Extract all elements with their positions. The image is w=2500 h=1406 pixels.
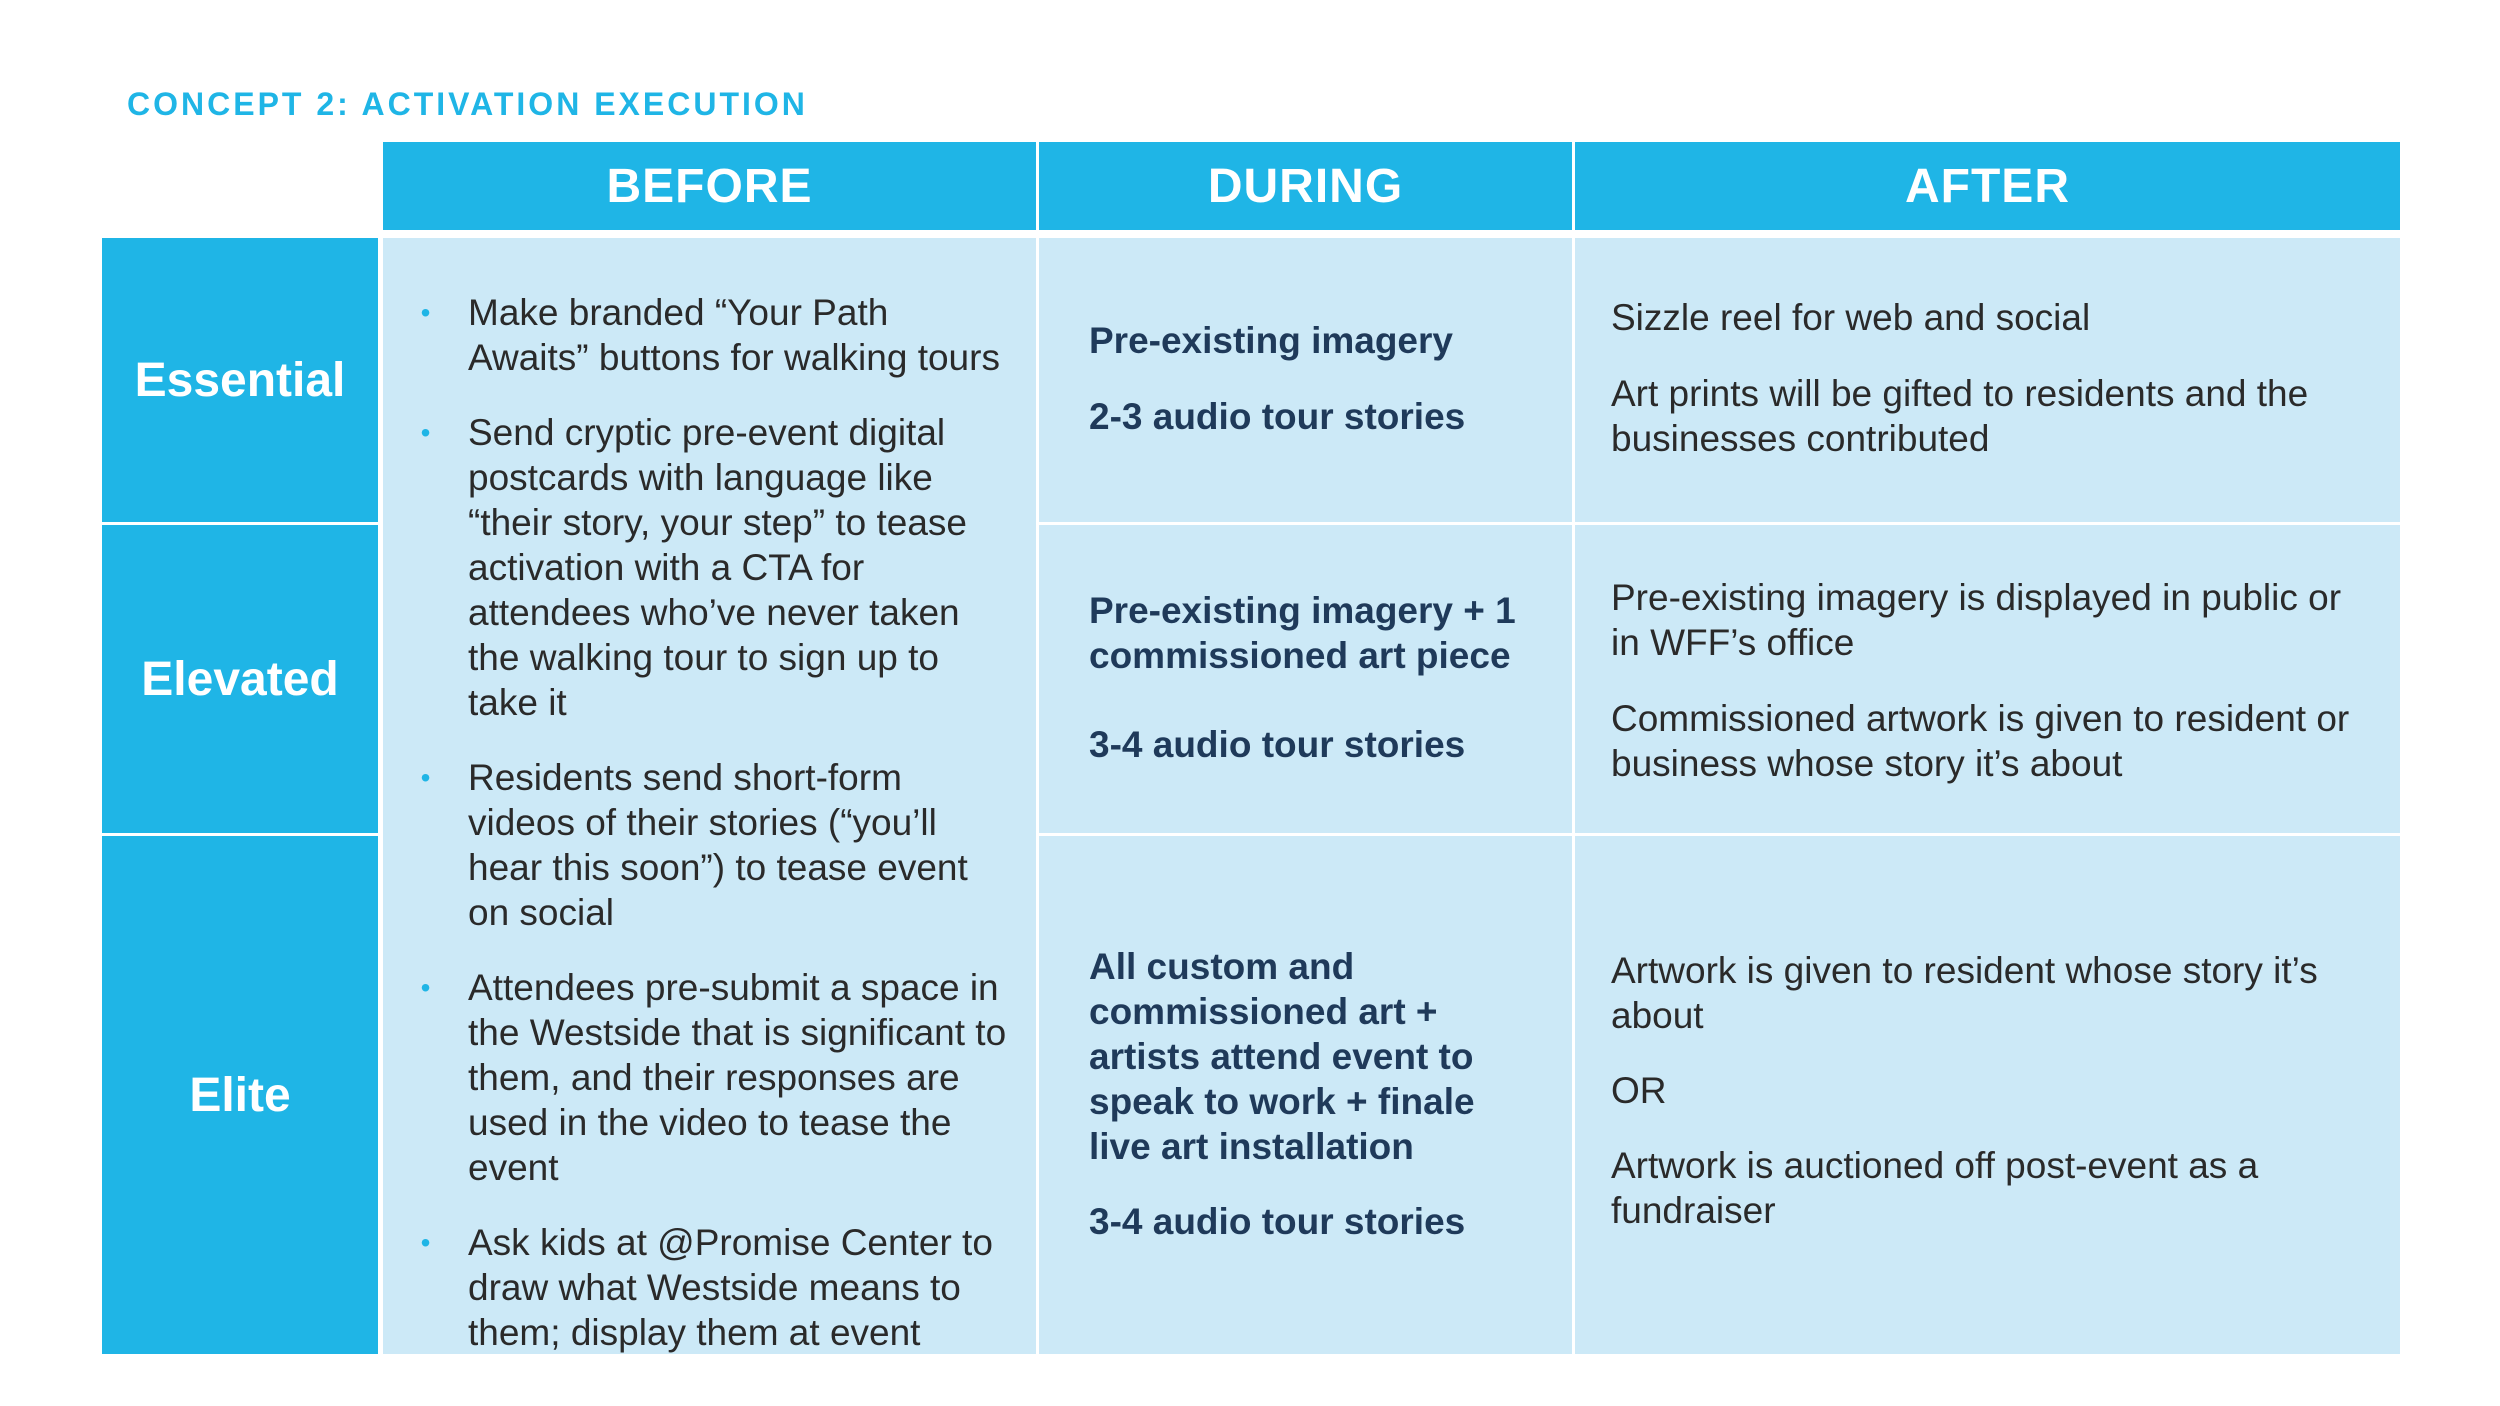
during-text: Pre-existing imagery [1089, 320, 1453, 361]
column-header-before: BEFORE [383, 142, 1036, 230]
bullet-icon: • [420, 297, 431, 328]
row-label-elite: Elite [102, 836, 378, 1354]
bullet-icon: • [420, 1227, 431, 1258]
during-text: Pre-existing imagery + 1 commissioned art piece [1089, 590, 1516, 676]
before-item-text: Attendees pre-submit a space in the Westside that is significant to them, and their responses are used in the video to tease the event [468, 967, 1007, 1188]
before-item-text: Residents send short-form videos of their stories (“you’ll hear this soon”) to tease event on social [468, 757, 968, 933]
before-item [383, 755, 1036, 935]
before-item [383, 290, 1036, 380]
after-text: OR [1611, 1070, 1667, 1111]
before-item [383, 1220, 1036, 1355]
during-text: 3-4 audio tour stories [1089, 1201, 1466, 1242]
after-text: Commissioned artwork is given to resident or business whose story it’s about [1611, 698, 2350, 784]
during-cell-elite [1039, 836, 1572, 1354]
bullet-icon: • [420, 972, 431, 1003]
after-text: Pre-existing imagery is displayed in public or in WFF’s office [1611, 577, 2342, 663]
before-item-text: Ask kids at @Promise Center to draw what Westside means to them; display them at event [468, 1222, 993, 1353]
after-text: Art prints will be gifted to residents and the businesses contributed [1611, 373, 2309, 459]
before-item [383, 410, 1036, 725]
after-text: Artwork is given to resident whose story it’s about [1611, 950, 2318, 1036]
during-text: 3-4 audio tour stories [1089, 724, 1466, 765]
column-header-during: DURING [1039, 142, 1572, 230]
before-item [383, 965, 1036, 1190]
bullet-icon: • [420, 417, 431, 448]
during-cell-elevated [1039, 525, 1572, 833]
before-list [383, 290, 1036, 1355]
row-label-essential: Essential [102, 238, 378, 522]
slide-title: CONCEPT 2: ACTIVATION EXECUTION [127, 86, 808, 122]
after-text: Sizzle reel for web and social [1611, 297, 2091, 338]
after-cell-essential [1575, 238, 2400, 522]
during-text: All custom and commissioned art + artists attend event to speak to work + finale live art installation [1089, 946, 1475, 1167]
column-header-after: AFTER [1575, 142, 2400, 230]
after-text: Artwork is auctioned off post-event as a fundraiser [1611, 1145, 2259, 1231]
bullet-icon: • [420, 762, 431, 793]
during-cell-essential [1039, 238, 1572, 522]
before-item-text: Make branded “Your Path Awaits” buttons for walking tours [468, 292, 1000, 378]
after-cell-elevated [1575, 525, 2400, 833]
row-label-elevated: Elevated [102, 525, 378, 833]
after-cell-elite [1575, 836, 2400, 1354]
before-item-text: Send cryptic pre-event digital postcards with language like “their story, your step” to tease activation with a CTA for attendees who’ve never taken the walking tour to sign up to take it [468, 412, 968, 723]
before-cell [383, 238, 1036, 1354]
during-text: 2-3 audio tour stories [1089, 396, 1466, 437]
